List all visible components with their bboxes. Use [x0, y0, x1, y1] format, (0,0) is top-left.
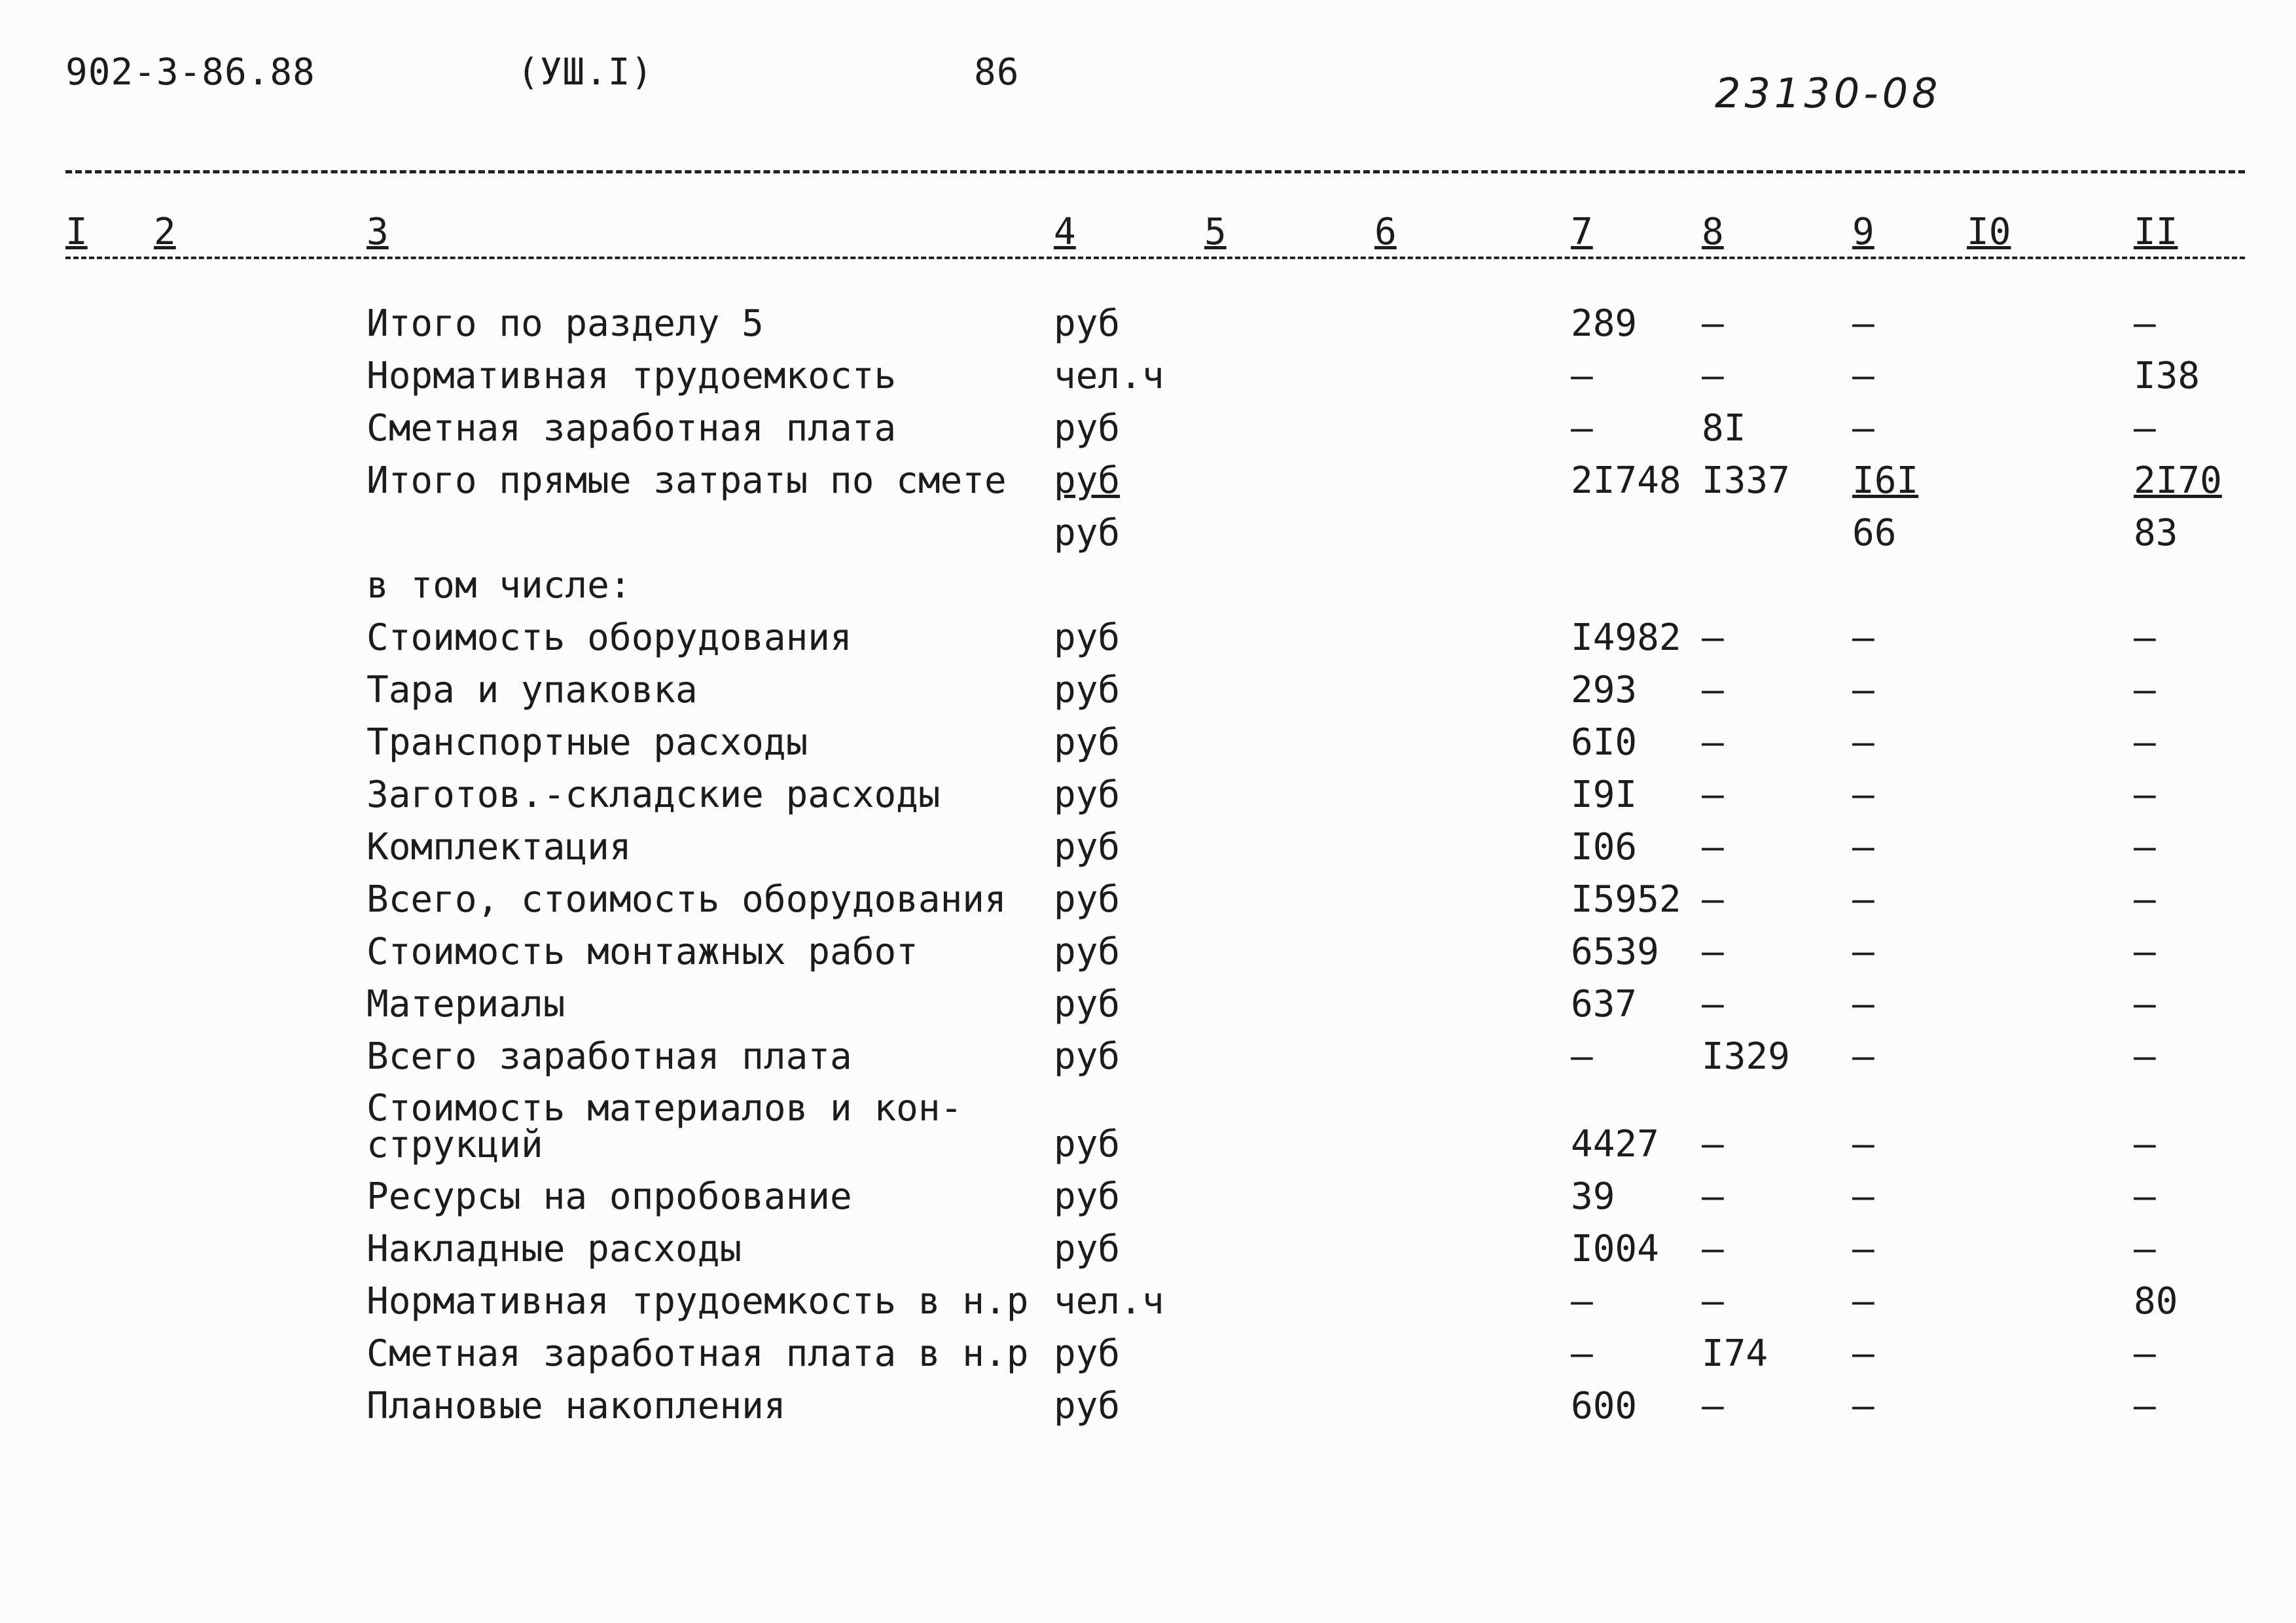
- row-col9: 66: [1852, 512, 1897, 554]
- row-label: Тара и упаковка: [367, 669, 698, 711]
- row-col7: I06: [1571, 826, 1638, 868]
- row-col11: –: [2134, 1123, 2156, 1166]
- row-col8: –: [1702, 1175, 1724, 1218]
- row-unit: руб: [1054, 1175, 1121, 1218]
- row-col11: 83: [2134, 512, 2178, 554]
- row-col8: –: [1702, 826, 1724, 868]
- row-label: Заготов.-складские расходы: [367, 774, 941, 816]
- row-col11: –: [2134, 302, 2156, 345]
- row-col11: –: [2134, 721, 2156, 764]
- column-number-8: 8: [1702, 211, 1724, 253]
- row-label: в том числе:: [367, 564, 632, 607]
- row-col9: –: [1852, 1385, 1874, 1427]
- row-col8: I329: [1702, 1035, 1790, 1078]
- row-label: Накладные расходы: [367, 1228, 742, 1270]
- row-unit: руб: [1054, 302, 1121, 345]
- row-col8: –: [1702, 1228, 1724, 1270]
- row-unit: руб: [1054, 1228, 1121, 1270]
- row-col11: –: [2134, 774, 2156, 816]
- row-col9: –: [1852, 1123, 1874, 1166]
- column-number-5: 5: [1204, 211, 1227, 253]
- row-col7: I004: [1571, 1228, 1659, 1270]
- column-dashed-rule: [65, 257, 2245, 259]
- row-unit: руб: [1054, 721, 1121, 764]
- row-col8: –: [1702, 355, 1724, 397]
- row-col7: I9I: [1571, 774, 1638, 816]
- row-col11: –: [2134, 407, 2156, 450]
- row-col8: –: [1702, 669, 1724, 711]
- row-unit: руб: [1054, 669, 1121, 711]
- row-col11: –: [2134, 1035, 2156, 1078]
- row-col9: –: [1852, 878, 1874, 921]
- row-unit: руб: [1054, 774, 1121, 816]
- row-unit: руб: [1054, 512, 1121, 554]
- row-label: Транспортные расходы: [367, 721, 808, 764]
- row-unit: чел.ч: [1054, 1280, 1164, 1323]
- row-label: Стоимость монтажных работ: [367, 931, 918, 973]
- row-col9: –: [1852, 407, 1874, 450]
- row-label: Всего, стоимость оборудования: [367, 878, 1007, 921]
- sheet-label: (УШ.I): [517, 51, 654, 94]
- row-col11: –: [2134, 1228, 2156, 1270]
- row-col7: –: [1571, 407, 1593, 450]
- top-dashed-rule: [65, 170, 2245, 173]
- row-col7: –: [1571, 1332, 1593, 1375]
- row-label: Всего заработная плата: [367, 1035, 852, 1078]
- row-unit: руб: [1054, 1035, 1121, 1078]
- row-col7: 6539: [1571, 931, 1659, 973]
- row-col11: 2I70: [2134, 459, 2222, 502]
- row-col7: –: [1571, 1280, 1593, 1323]
- row-col8: –: [1702, 721, 1724, 764]
- row-col9: I6I: [1852, 459, 1919, 502]
- row-col8: 8I: [1702, 407, 1746, 450]
- row-col7: I4982: [1571, 616, 1681, 659]
- column-number-2: 2: [154, 211, 176, 253]
- row-col7: –: [1571, 1035, 1593, 1078]
- row-col11: –: [2134, 1175, 2156, 1218]
- row-label-continuation: струкций: [367, 1124, 543, 1166]
- row-col9: –: [1852, 983, 1874, 1026]
- column-number-11: II: [2134, 211, 2178, 253]
- row-col7: 289: [1571, 302, 1638, 345]
- row-col9: –: [1852, 1035, 1874, 1078]
- row-unit: чел.ч: [1054, 355, 1164, 397]
- row-col9: –: [1852, 355, 1874, 397]
- column-number-10: I0: [1967, 211, 2011, 253]
- row-col11: 80: [2134, 1280, 2178, 1323]
- row-col9: –: [1852, 931, 1874, 973]
- row-col9: –: [1852, 669, 1874, 711]
- document-code: 902-3-86.88: [65, 51, 315, 94]
- row-col7: I5952: [1571, 878, 1681, 921]
- row-unit: руб: [1054, 1332, 1121, 1375]
- row-col8: –: [1702, 983, 1724, 1026]
- row-col7: 600: [1571, 1385, 1638, 1427]
- row-label: Сметная заработная плата в н.р: [367, 1332, 1029, 1375]
- column-number-6: 6: [1374, 211, 1397, 253]
- row-col11: –: [2134, 931, 2156, 973]
- row-col8: –: [1702, 616, 1724, 659]
- row-unit: руб: [1054, 616, 1121, 659]
- row-col11: –: [2134, 1385, 2156, 1427]
- inventory-number: 23130-08: [1715, 69, 1942, 117]
- row-label: Сметная заработная плата: [367, 407, 897, 450]
- row-col9: –: [1852, 774, 1874, 816]
- row-col8: –: [1702, 1280, 1724, 1323]
- row-col8: I74: [1702, 1332, 1768, 1375]
- row-unit: руб: [1054, 826, 1121, 868]
- row-unit: руб: [1054, 878, 1121, 921]
- row-label: Стоимость материалов и кон-: [367, 1087, 963, 1130]
- row-col7: –: [1571, 355, 1593, 397]
- column-number-7: 7: [1571, 211, 1593, 253]
- row-col9: –: [1852, 721, 1874, 764]
- row-label: Стоимость оборудования: [367, 616, 852, 659]
- row-col8: –: [1702, 931, 1724, 973]
- row-label: Ресурсы на опробование: [367, 1175, 852, 1218]
- column-number-4: 4: [1054, 211, 1076, 253]
- row-col11: –: [2134, 616, 2156, 659]
- row-col9: –: [1852, 1228, 1874, 1270]
- row-col7: 39: [1571, 1175, 1615, 1218]
- row-unit: руб: [1054, 1123, 1121, 1166]
- row-col7: 293: [1571, 669, 1638, 711]
- row-unit: руб: [1054, 1385, 1121, 1427]
- row-col9: –: [1852, 616, 1874, 659]
- page-number: 86: [974, 51, 1020, 94]
- row-col8: –: [1702, 1123, 1724, 1166]
- row-label: Итого по разделу 5: [367, 302, 764, 345]
- row-col9: –: [1852, 1175, 1874, 1218]
- row-col7: 4427: [1571, 1123, 1659, 1166]
- row-label: Нормативная трудоемкость: [367, 355, 897, 397]
- row-col8: I337: [1702, 459, 1790, 502]
- row-label: Нормативная трудоемкость в н.р: [367, 1280, 1029, 1323]
- column-number-9: 9: [1852, 211, 1874, 253]
- row-unit: руб: [1054, 459, 1121, 502]
- row-col11: –: [2134, 669, 2156, 711]
- row-label: Материалы: [367, 983, 565, 1026]
- row-unit: руб: [1054, 407, 1121, 450]
- column-number-1: I: [65, 211, 88, 253]
- row-col8: –: [1702, 878, 1724, 921]
- row-col7: 637: [1571, 983, 1638, 1026]
- column-number-3: 3: [367, 211, 389, 253]
- row-col9: –: [1852, 1332, 1874, 1375]
- row-label: Комплектация: [367, 826, 632, 868]
- row-col7: 2I748: [1571, 459, 1681, 502]
- row-col8: –: [1702, 1385, 1724, 1427]
- row-col9: –: [1852, 1280, 1874, 1323]
- row-label: Итого прямые затраты по смете: [367, 459, 1007, 502]
- row-col8: –: [1702, 302, 1724, 345]
- row-col7: 6I0: [1571, 721, 1638, 764]
- row-label: Плановые накопления: [367, 1385, 786, 1427]
- row-unit: руб: [1054, 931, 1121, 973]
- row-col9: –: [1852, 302, 1874, 345]
- row-unit: руб: [1054, 983, 1121, 1026]
- row-col11: I38: [2134, 355, 2200, 397]
- row-col11: –: [2134, 826, 2156, 868]
- row-col11: –: [2134, 983, 2156, 1026]
- row-col9: –: [1852, 826, 1874, 868]
- row-col11: –: [2134, 878, 2156, 921]
- row-col8: –: [1702, 774, 1724, 816]
- row-col11: –: [2134, 1332, 2156, 1375]
